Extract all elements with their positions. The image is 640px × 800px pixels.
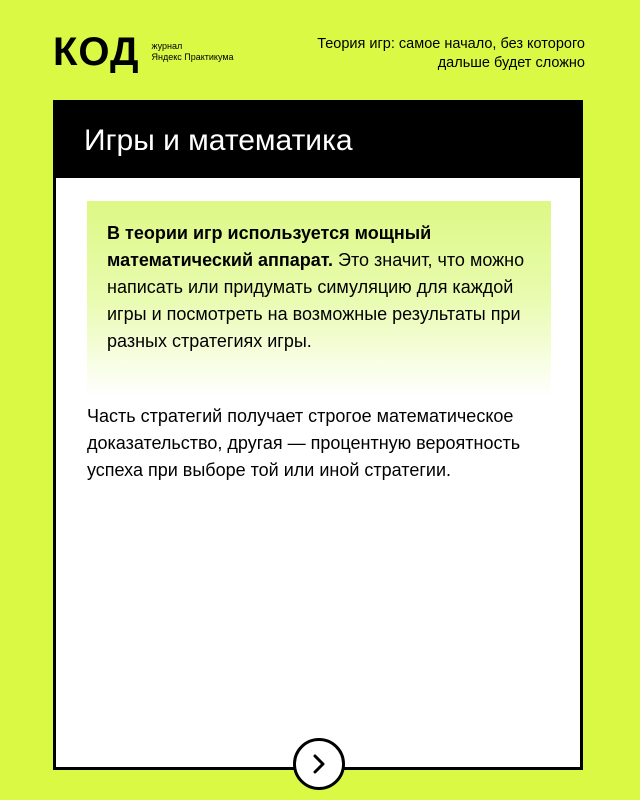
logo-subtitle-line1: журнал <box>151 41 183 51</box>
logo-subtitle-line2: Яндекс Практикума <box>151 52 234 62</box>
card-title: Игры и математика <box>84 123 353 157</box>
body-paragraph: Часть стратегий получает строгое математическое доказательство, другая — процентную вероятность успеха при выборе той или иной стратегии. <box>87 406 521 480</box>
chevron-right-icon <box>310 753 328 775</box>
card-title-bar <box>56 103 580 178</box>
highlight-box <box>87 201 551 397</box>
next-button[interactable] <box>293 738 345 790</box>
header-caption <box>285 35 585 73</box>
highlight-bold-text: В теории игр используется мощный математический аппарат. <box>107 223 432 270</box>
logo-subtitle <box>152 41 234 63</box>
logo-mark: КОД <box>53 30 140 74</box>
highlight-text: Это значит, что можно написать или придумать симуляцию для каждой игры и посмотреть на возможные результаты при разных стратегиях игры. <box>107 250 525 351</box>
header-caption-line1: Теория игр: самое начало, без которого <box>317 36 585 52</box>
header-caption-line2: дальше будет сложно <box>437 55 585 71</box>
content-card <box>53 100 583 770</box>
brand-logo <box>53 32 234 72</box>
